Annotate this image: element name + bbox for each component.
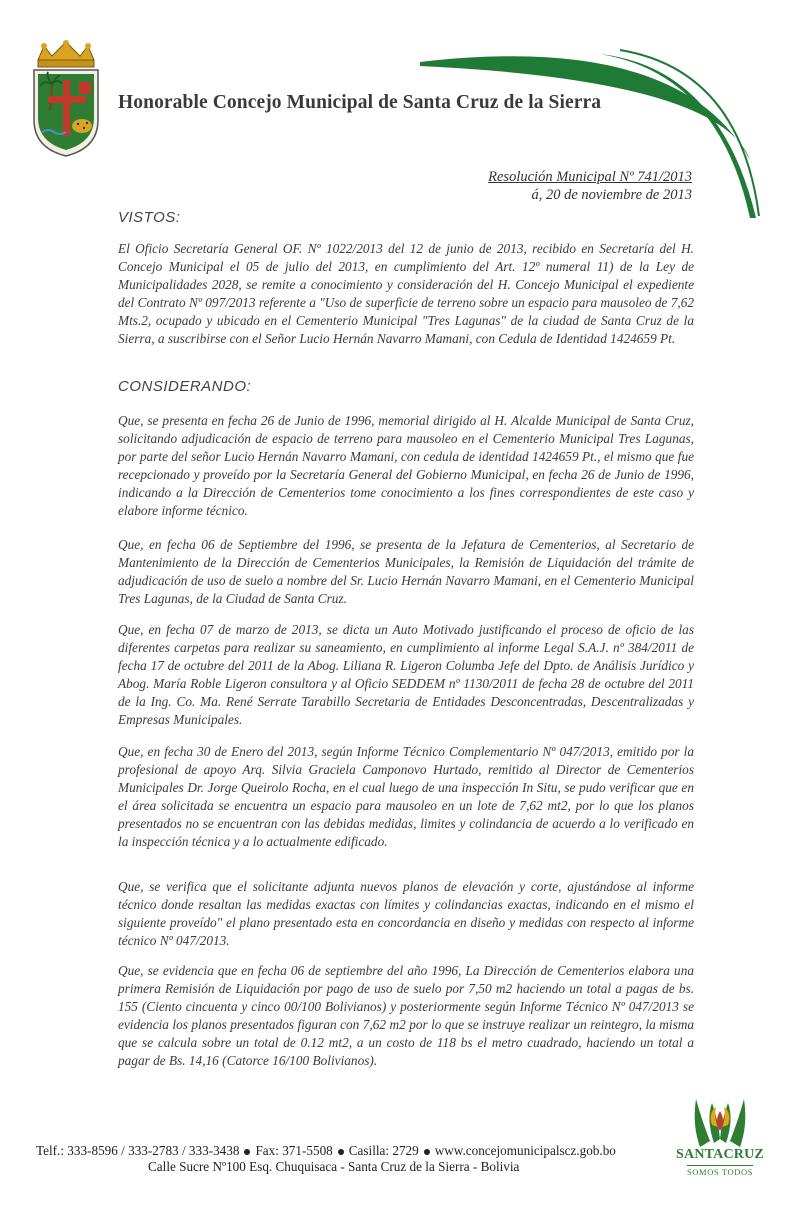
bullet-icon [338, 1149, 344, 1155]
footer-telf: Telf.: 333-8596 / 333-2783 / 333-3438 [36, 1143, 240, 1158]
logo-slogan: SOMOS TODOS [686, 1167, 754, 1177]
logo-text [672, 1148, 768, 1180]
paragraph-considerando-6: Que, se evidencia que en fecha 06 de septiembre del año 1996, La Dirección de Cementerios elabora una primera Remisión de Liquidación por pago de uso de suelo por 7,50 m2 haciendo un total a pagas de bs. 155 (Ciento cincuenta y cinco 00/100 Bolivianos) y posteriormente según Informe Técnico Nº 047/2013 se evidencia los planos presentados figuran con 7,62 m2 por lo que se instruye realizar un reintegro, la misma que se calcula sobre un total de 0.12 mt2, a un costo de 118 bs el metro cuadrado, haciendo un total a pagar de Bs. 14,16 (Catorce 16/100 Bolivianos). [118, 963, 694, 1069]
paragraph-vistos: El Oficio Secretaría General OF. Nº 1022/2013 del 12 de junio de 2013, recibido en Secretaría del H. Concejo Municipal el 05 de julio del 2013, en cumplimiento del Art. 12º numeral 11) de la Ley de Municipalidades 2028, se remite a conocimiento y consideración del H. Concejo Municipal el expediente del Contrato Nº 097/2013 referente a "Uso de superficie de terreno sobre un espacio para mausoleo de 7,62 Mts.2, ocupado y ubicado en el Cementerio Municipal "Tres Lagunas" de la ciudad de Santa Cruz de la Sierra, a suscribirse con el Señor Lucio Hernán Navarro Mamani, con Cedula de Identidad 1424659 Pt. [118, 241, 694, 347]
coat-of-arms-icon [26, 40, 106, 158]
footer-address: Calle Sucre Nº100 Esq. Chuquisaca - Santa Cruz de la Sierra - Bolivia [148, 1159, 520, 1174]
paragraph-considerando-5: Que, se verifica que el solicitante adjunta nuevos planos de elevación y corte, ajustándose al informe técnico donde resaltan las medidas exactas con límites y colindancias exactas, indicando en el mismo el siguiente proveído" el plano presentado esta en concordancia en diseño y medidas con respecto al informe técnico Nº 047/2013. [118, 879, 694, 949]
footer-web-link[interactable]: www.concejomunicipalscz.gob.bo [434, 1143, 616, 1158]
section-vistos: VISTOS: [118, 209, 181, 226]
footer-casilla: Casilla: 2729 [348, 1143, 419, 1158]
paragraph-considerando-4: Que, en fecha 30 de Enero del 2013, según Informe Técnico Complementario Nº 047/2013, emitido por la profesional de apoyo Arq. Silvia Graciela Camponovo Hurtado, remitido al Director de Cementerios Municipales Dr. Jorge Queirolo Rocha, en el cual luego de una inspección In Situ, se pudo verificar que en el área solicitada se encuentra un espacio para mausoleo en un lote de 7,62 mt2, por lo que los planos presentados no se encuentran con las debidas medidas, limites y colindancia de acuerdo a lo verificado en la inspección técnica y a lo actualmente edificado. [118, 744, 694, 850]
resolution-block [488, 168, 692, 204]
footer-fax: Fax: 371-5508 [255, 1143, 333, 1158]
bullet-icon [424, 1149, 430, 1155]
bullet-icon [244, 1149, 250, 1155]
resolution-date: á, 20 de noviembre de 2013 [531, 187, 692, 203]
section-considerando: CONSIDERANDO: [118, 378, 252, 395]
footer-contact [36, 1143, 616, 1159]
logo-name: SANTACRUZ [676, 1147, 764, 1162]
paragraph-considerando-1: Que, se presenta en fecha 26 de Junio de 1996, memorial dirigido al H. Alcalde Municipal de Santa Cruz, solicitando adjudicación de espacio de terreno para mausoleo en el Cementerio Municipal Tres Lagunas, por parte del señor Lucio Hernán Navarro Mamani, con cedula de identidad 1424659 Pt., el mismo que fue recepcionado y proveído por la Secretaría General del Gobierno Municipal, en fecha 26 de Junio de 1996, indicando a la Dirección de Cementerios tome conocimiento a los fines correspondientes de este caso y elabore informe técnico. [118, 413, 694, 519]
paragraph-considerando-3: Que, en fecha 07 de marzo de 2013, se dicta un Auto Motivado justificando el proceso de oficio de las diferentes carpetas para realizar su saneamiento, en cumplimiento al informe Legal S.A.J. nº 384/2011 de fecha 17 de octubre del 2011 de la Abog. Liliana R. Ligeron Columba Jefe del Dpto. de Análisis Jurídico y Abog. María Roble Ligeron consultora y al Oficio SEDDEM nº 1130/2011 de fecha 28 de octubre del 2011 de la Ing. Co. Ma. René Serrate Tarabillo Secretaria de Entidades Desconcentradas, Descentralizadas y Empresas Municipales. [118, 622, 694, 728]
header-title: Honorable Concejo Municipal de Santa Cruz de la Sierra [118, 92, 602, 113]
paragraph-considerando-2: Que, en fecha 06 de Septiembre del 1996, se presenta de la Jefatura de Cementerios, al Secretario de Mantenimiento de la Dirección de Cementerios Municipales, la Remisión de Liquidación del trámite de adjudicación de uso de suelo a nombre del Sr. Lucio Hernán Navarro Mamani, en el Cementerio Municipal Tres Lagunas, de la Ciudad de Santa Cruz. [118, 537, 694, 607]
resolution-number: Resolución Municipal Nº 741/2013 [488, 169, 692, 185]
